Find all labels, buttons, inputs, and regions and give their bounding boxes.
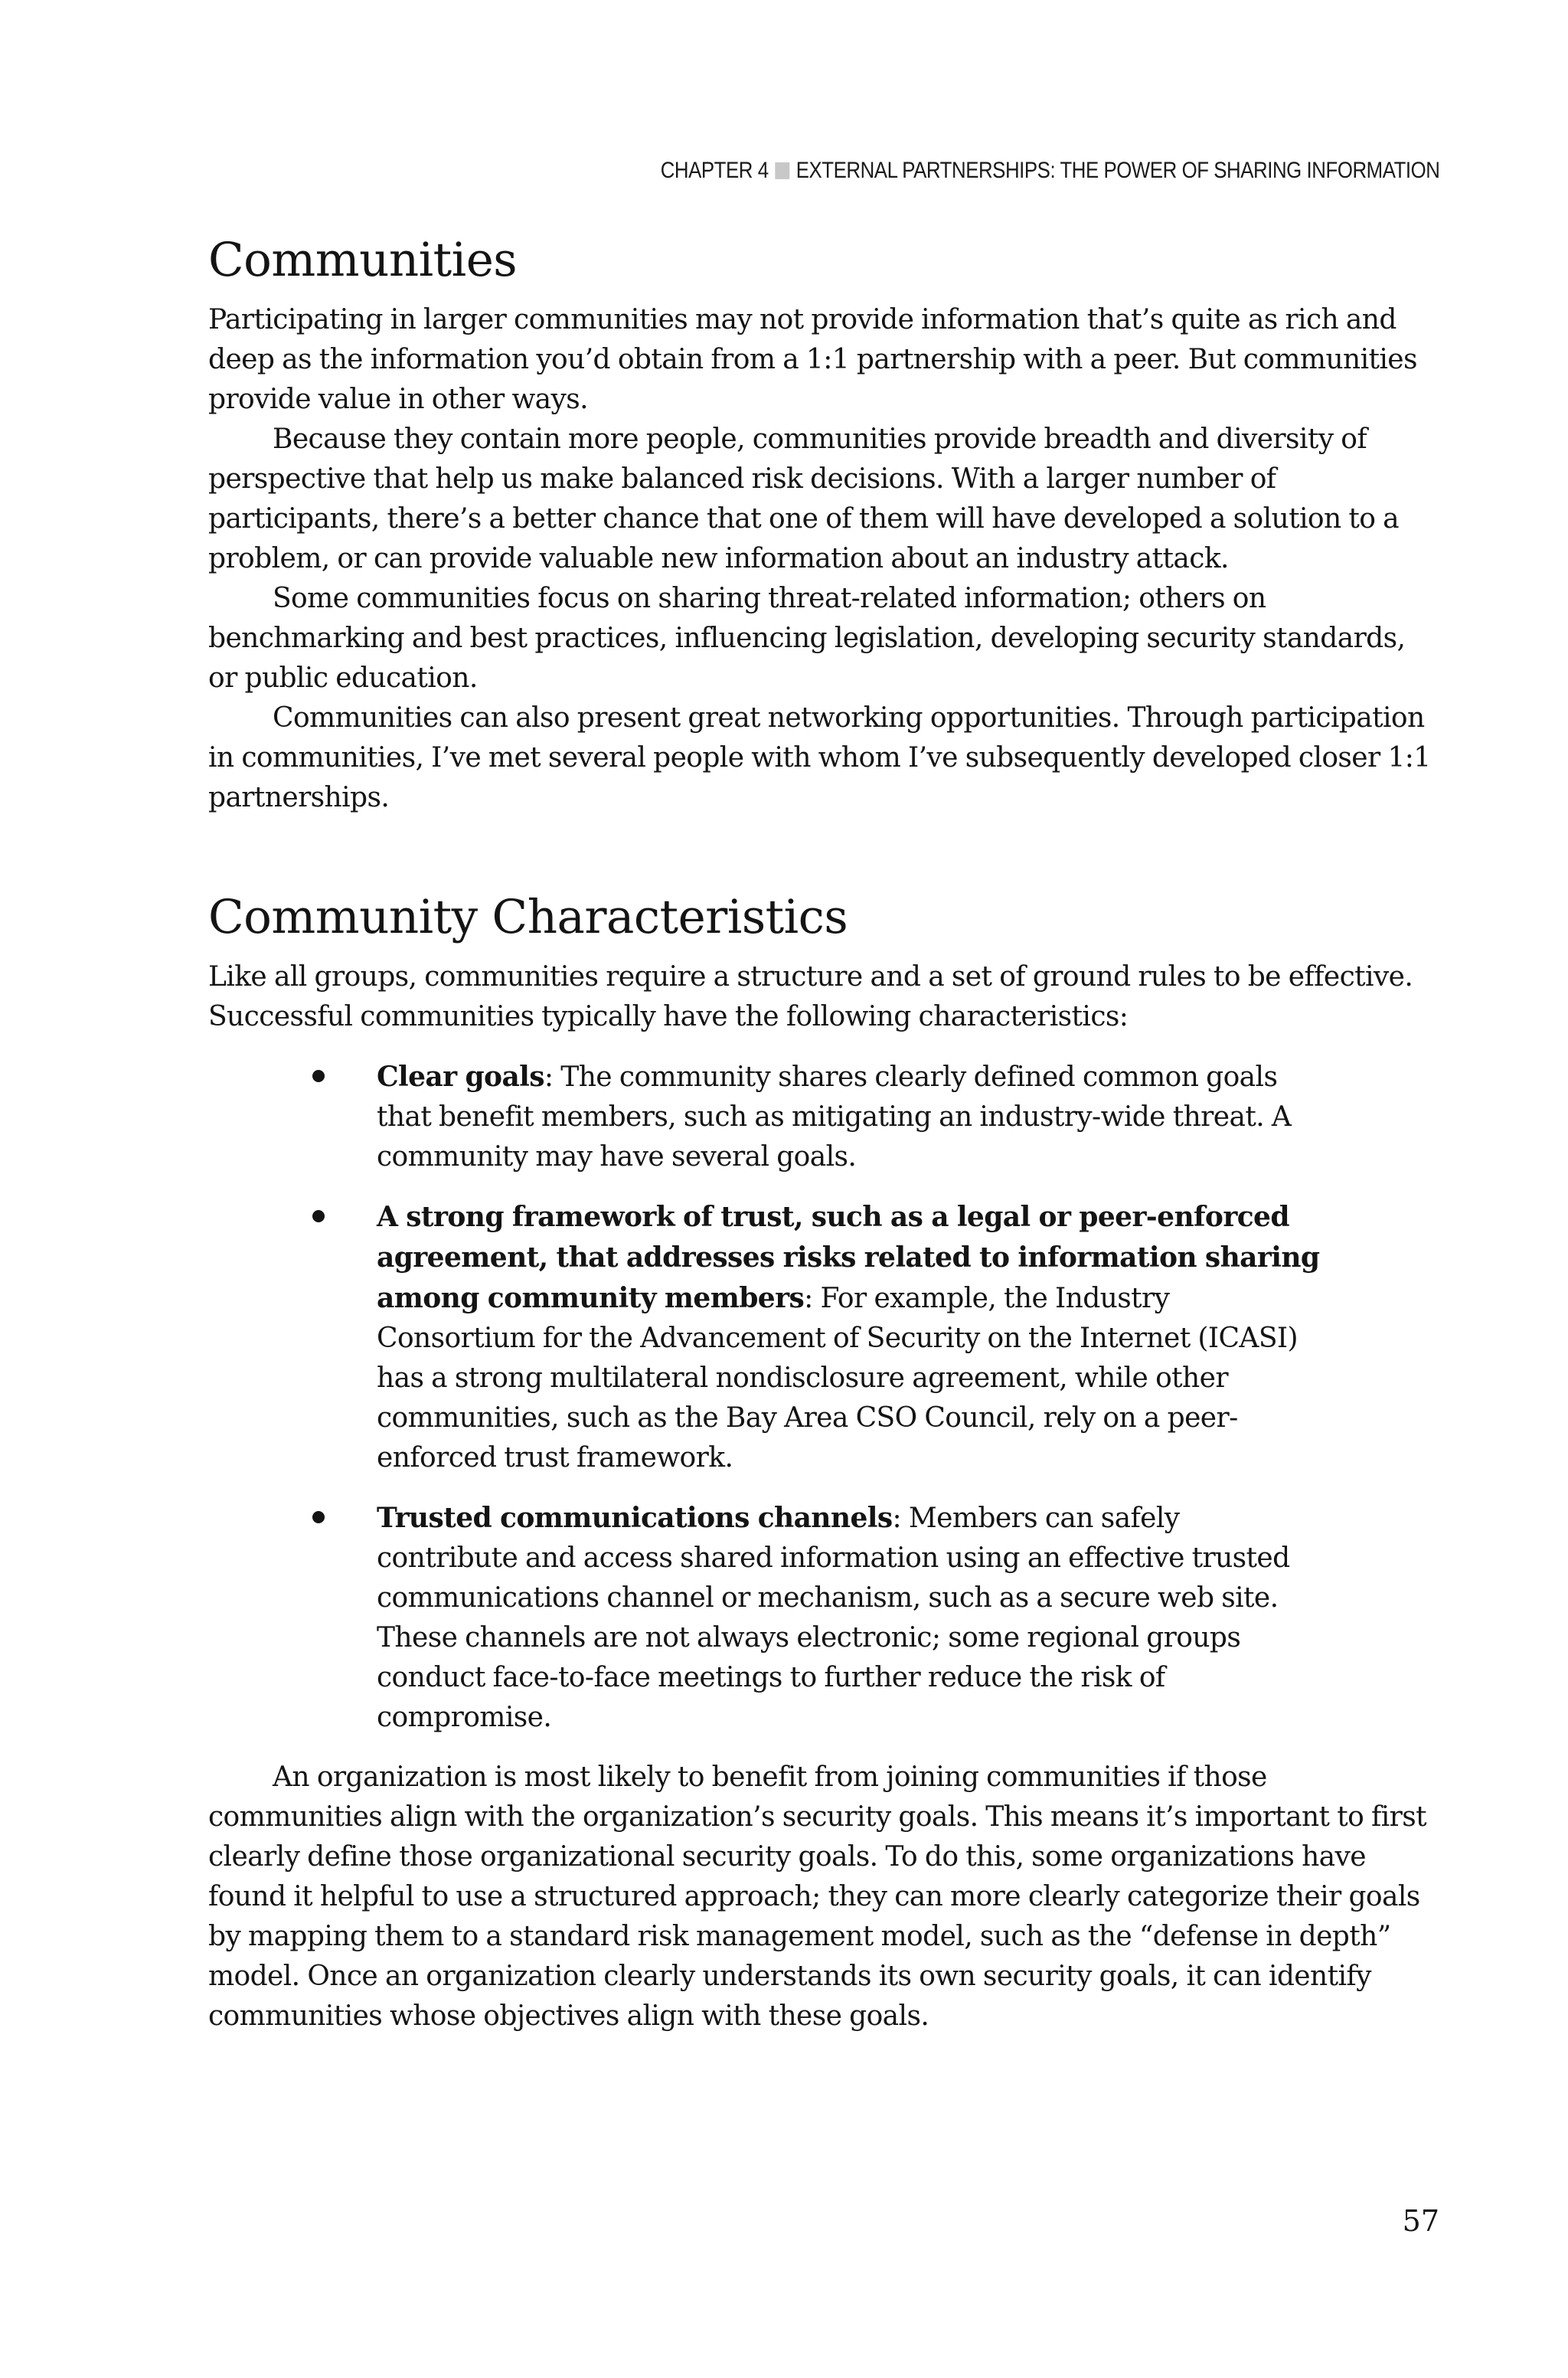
bullet-icon [312, 1210, 325, 1222]
list-item-text: : For example, the Industry Consortium for the Advancement of Security on the Internet (ICASI) has a strong multilateral nondisclosure agreement, while other communities, such as the Bay Area CSO Council, rely on a peer-enforced trust framework. [377, 1283, 1298, 1474]
paragraph: Communities can also present great networking opportunities. Through participation in communities, I’ve met several people with whom I’ve subsequently developed closer 1:1 partnerships. [208, 702, 1431, 813]
list-item [377, 1498, 1326, 1738]
page-content [208, 230, 1441, 2036]
list-item [377, 1057, 1326, 1177]
paragraph-closing: An organization is most likely to benefit from joining communities if those communities align with the organization’s security goals. This means it’s important to first clearly define those organizational security goals. To do this, some organizations have found it helpful to use a structured approach; they can more clearly categorize their goals by mapping them to a standard risk management model, such as the “defense in depth” model. Once an organization clearly understands its own security goals, it can identify communities whose objectives align with these goals. [208, 1761, 1427, 2032]
list-item [377, 1197, 1326, 1478]
running-head [660, 158, 1439, 184]
bullet-icon [312, 1070, 325, 1082]
bullet-icon [312, 1511, 325, 1523]
section-community-characteristics [208, 887, 1441, 2036]
list-item-term: A strong framework of trust, such as a legal or peer-enforced agreement, that addresses risks related to information sharing among community members [377, 1201, 1320, 1314]
section-heading-community-characteristics: Community Characteristics [208, 890, 848, 944]
running-head-separator [775, 162, 789, 179]
page-number: 57 [1402, 2204, 1439, 2238]
running-head-title: EXTERNAL PARTNERSHIPS: THE POWER OF SHARING INFORMATION [795, 158, 1439, 183]
characteristics-list [208, 1057, 1326, 1738]
section-communities [208, 230, 1441, 818]
paragraph: Because they contain more people, communities provide breadth and diversity of perspective that help us make balanced risk decisions. With a larger number of participants, there’s a better chance that one of them will have developed a solution to a problem, or can provide valuable new information about an industry attack. [208, 424, 1400, 574]
list-item-term: Trusted communications channels [377, 1502, 893, 1534]
section-heading-communities: Communities [208, 233, 518, 287]
list-item-text: : The community shares clearly defined common goals that benefit members, such as mitigating an industry-wide threat. A community may have several goals. [377, 1061, 1292, 1173]
paragraph: Some communities focus on sharing threat-related information; others on benchmarking and best practices, influencing legislation, developing security standards, or public education. [208, 583, 1406, 694]
list-item-term: Clear goals [377, 1061, 544, 1093]
paragraph-intro: Like all groups, communities require a structure and a set of ground rules to be effective. Successful communities typically have the following characteristics: [208, 961, 1413, 1032]
paragraph: Participating in larger communities may not provide information that’s quite as rich and deep as the information you’d obtain from a 1:1 partnership with a peer. But communities provide value in other ways. [208, 304, 1417, 415]
running-head-chapter: CHAPTER 4 [660, 158, 769, 183]
list-item-text: : Members can safely contribute and access shared information using an effective trusted communications channel or mechanism, such as a secure web site. These channels are not always electronic; some regional groups conduct face-to-face meetings to further reduce the risk of compromise. [377, 1503, 1290, 1733]
